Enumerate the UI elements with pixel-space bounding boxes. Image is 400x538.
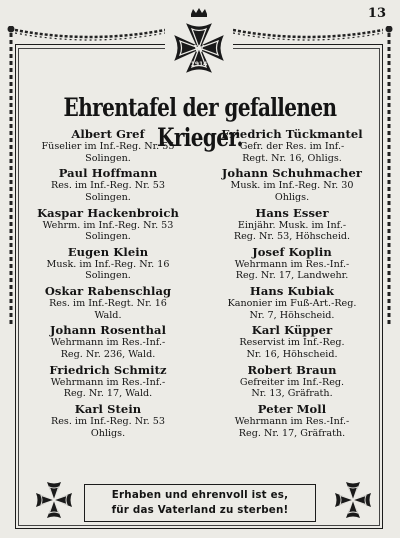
- soldier-name: Friedrich Schmitz: [49, 362, 167, 377]
- soldier-detail: Ohligs.: [274, 191, 310, 203]
- soldier-name: Oskar Rabenschlag: [44, 284, 172, 299]
- memorial-entry: [206, 285, 378, 321]
- soldier-detail: Solingen.: [85, 270, 131, 282]
- iron-cross-icon: [331, 478, 375, 522]
- iron-cross-icon: [32, 478, 76, 522]
- memorial-entry: [22, 324, 194, 360]
- soldier-detail: Reg. Nr. 53, Höhscheid.: [233, 231, 351, 243]
- page-title: Ehrentafel der gefallenen Krieger.: [63, 92, 337, 152]
- memorial-entry: [206, 246, 378, 282]
- soldier-detail: Reservist im Inf.-Reg.: [239, 337, 345, 349]
- soldier-name: Karl Stein: [74, 402, 142, 417]
- soldier-detail: Solingen.: [85, 231, 131, 243]
- right-column: [206, 128, 378, 442]
- soldier-detail: Kanonier im Fuß-Art.-Reg.: [227, 298, 357, 310]
- iron-cross-icon: [165, 8, 233, 88]
- memorial-entry: [206, 403, 378, 439]
- soldier-detail: Wehrmann im Res.-Inf.-: [234, 416, 350, 428]
- soldier-detail: Wehrm. im Inf.-Reg. Nr. 53: [42, 219, 174, 231]
- soldier-detail: Gefreiter im Inf.-Reg.: [239, 376, 345, 388]
- soldier-name: Josef Koplin: [252, 244, 332, 259]
- soldier-detail: Reg. Nr. 236, Wald.: [60, 348, 156, 360]
- soldier-name: Robert Braun: [247, 362, 337, 377]
- memorial-entry: [206, 167, 378, 203]
- memorial-entry: [22, 207, 194, 243]
- soldier-detail: Ohligs.: [90, 427, 126, 439]
- soldier-detail: Gefr. der Res. im Inf.-: [239, 141, 345, 152]
- soldier-detail: Solingen.: [85, 152, 131, 164]
- memorial-entry: [22, 128, 194, 164]
- soldier-name: Peter Moll: [257, 402, 327, 417]
- memorial-entry: [22, 364, 194, 400]
- memorial-entry: [22, 246, 194, 282]
- soldier-detail: Wald.: [94, 309, 122, 321]
- memorial-entry: [206, 324, 378, 360]
- soldier-name: Eugen Klein: [67, 244, 149, 259]
- garland-post-right: [384, 26, 394, 326]
- soldier-detail: Solingen.: [85, 191, 131, 203]
- soldier-name: Johann Rosenthal: [49, 323, 167, 338]
- motto-line: für das Vaterland zu sterben!: [111, 504, 289, 516]
- soldier-name: Friedrich Tückmantel: [221, 127, 363, 141]
- soldier-detail: Füselier im Inf.-Reg. Nr. 55: [41, 141, 175, 152]
- memorial-entry: [206, 128, 378, 164]
- soldier-detail: Musk. im Inf.-Reg. Nr. 30: [230, 180, 354, 192]
- soldier-detail: Res. im Inf.-Reg. Nr. 53: [51, 416, 165, 428]
- motto-box: [84, 484, 316, 522]
- motto-line: Erhaben und ehrenvoll ist es,: [111, 489, 289, 501]
- svg-text:1914: 1914: [190, 61, 208, 68]
- soldier-detail: Nr. 13, Gräfrath.: [251, 388, 333, 400]
- memorial-entry: [22, 285, 194, 321]
- memorial-columns: [22, 128, 378, 442]
- soldier-name: Johann Schuhmacher: [221, 166, 363, 181]
- page-number: 13: [367, 6, 386, 21]
- soldier-detail: Wehrmann im Res.-Inf.-: [50, 376, 166, 388]
- memorial-entry: [22, 403, 194, 439]
- memorial-entry: [22, 167, 194, 203]
- memorial-entry: [206, 207, 378, 243]
- soldier-detail: Musk. im Inf.-Reg. Nr. 16: [46, 258, 170, 270]
- soldier-detail: Reg. Nr. 17, Gräfrath.: [238, 427, 346, 439]
- soldier-detail: Regt. Nr. 16, Ohligs.: [242, 152, 342, 164]
- soldier-detail: Nr. 7, Höhscheid.: [249, 309, 335, 321]
- soldier-detail: Wehrmann im Res.-Inf.-: [234, 258, 350, 270]
- soldier-name: Albert Gref: [71, 127, 145, 141]
- soldier-detail: Einjähr. Musk. im Inf.-: [237, 219, 347, 231]
- soldier-detail: Nr. 16, Höhscheid.: [246, 348, 338, 360]
- soldier-detail: Res. im Inf.-Regt. Nr. 16: [49, 298, 167, 310]
- soldier-detail: Reg. Nr. 17, Landwehr.: [235, 270, 349, 282]
- soldier-name: Karl Küpper: [251, 323, 333, 338]
- soldier-name: Paul Hoffmann: [58, 166, 158, 181]
- left-column: [22, 128, 194, 442]
- soldier-name: Hans Esser: [255, 205, 329, 220]
- soldier-name: Kaspar Hackenbroich: [37, 205, 179, 220]
- soldier-detail: Wehrmann im Res.-Inf.-: [50, 337, 166, 349]
- soldier-detail: Reg. Nr. 17, Wald.: [63, 388, 153, 400]
- soldier-name: Hans Kubiak: [249, 284, 335, 299]
- memorial-entry: [206, 364, 378, 400]
- soldier-detail: Res. im Inf.-Reg. Nr. 53: [51, 180, 165, 192]
- svg-text:W: W: [193, 45, 205, 55]
